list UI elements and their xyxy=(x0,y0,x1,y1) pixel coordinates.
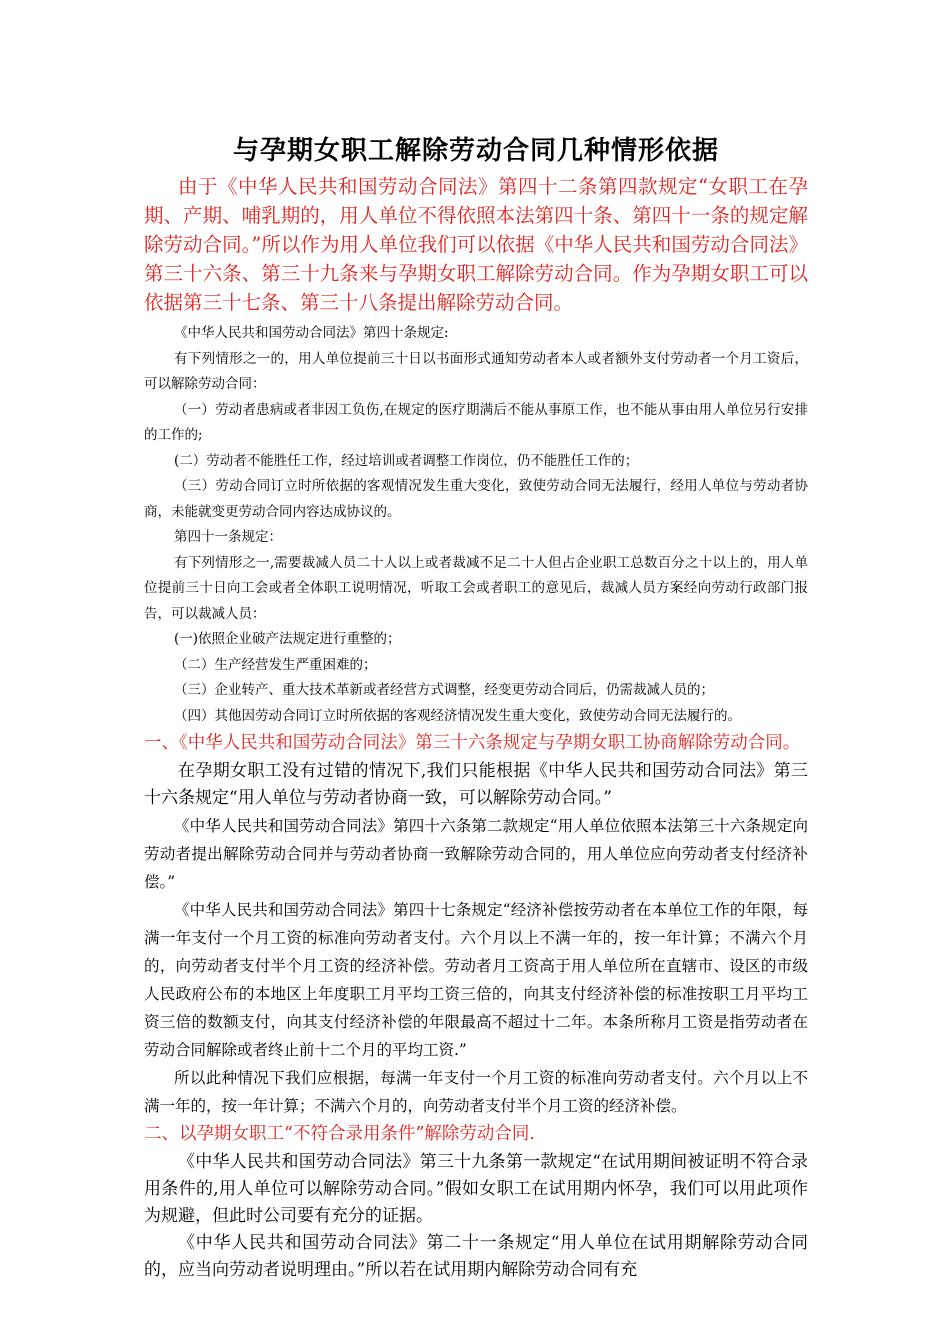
section2-paragraph-1: 《中华人民共和国劳动合同法》第三十九条第一款规定“在试用期间被证明不符合录用条件的,用人单位可以解除劳动合同。”假如女职工在试用期内怀孕，我们可以用此项作为规避，但此时公司要有充分的证据。 xyxy=(144,1152,808,1226)
section1-paragraph-2: 《中华人民共和国劳动合同法》第四十六条第二款规定“用人单位依照本法第三十六条规定向劳动者提出解除劳动合同并与劳动者协商一致解除劳动合同的，用人单位应向劳动者支付经济补偿。” xyxy=(144,817,808,891)
article41-item-2: （二）生产经营发生严重困难的； xyxy=(174,656,377,673)
article41-lead: 有下列情形之一,需要裁减人员二十人以上或者裁减不足二十人但占企业职工总数百分之十以上的，用人单位提前三十日向工会或者全体职工说明情况，听取工会或者职工的意见后，裁减人员方案经向劳动行政部门报告，可以裁减人员： xyxy=(144,554,808,622)
section2-paragraph-2: 《中华人民共和国劳动合同法》第二十一条规定“用人单位在试用期解除劳动合同的，应当向劳动者说明理由。”所以若在试用期内解除劳动合同有充 xyxy=(144,1233,808,1280)
article40-lead: 有下列情形之一的，用人单位提前三十日以书面形式通知劳动者本人或者额外支付劳动者一个月工资后，可以解除劳动合同： xyxy=(144,350,808,392)
section1-paragraph-1: 在孕期女职工没有过错的情况下,我们只能根据《中华人民共和国劳动合同法》第三十六条规定“用人单位与劳动者协商一致，可以解除劳动合同。” xyxy=(144,761,808,808)
document-page xyxy=(144,132,808,1284)
article40-item-3: （三）劳动合同订立时所依据的客观情况发生重大变化，致使劳动合同无法履行，经用人单位与劳动者协商，未能就变更劳动合同内容达成协议的。 xyxy=(144,478,808,520)
section2-heading: 二、以孕期女职工“不符合录用条件”解除劳动合同. xyxy=(144,1124,535,1144)
article41-item-1: (一)依照企业破产法规定进行重整的； xyxy=(174,631,401,647)
article41-heading: 第四十一条规定： xyxy=(174,529,282,545)
article40-item-2: (二）劳动者不能胜任工作，经过培训或者调整工作岗位，仍不能胜任工作的； xyxy=(174,452,639,469)
section1-paragraph-4: 所以此种情况下我们应根据，每满一年支付一个月工资的标准向劳动者支付。六个月以上不满一年的，按一年计算；不满六个月的，向劳动者支付半个月工资的经济补偿。 xyxy=(144,1069,808,1115)
article40-heading: 《中华人民共和国劳动合同法》第四十条规定: xyxy=(174,325,449,341)
section1-paragraph-3: 《中华人民共和国劳动合同法》第四十七条规定“经济补偿按劳动者在本单位工作的年限，每满一年支付一个月工资的标准向劳动者支付。六个月以上不满一年的，按一年计算；不满六个月的，向劳动者支付半个月工资的经济补偿。劳动者月工资高于用人单位所在直辖市、设区的市级人民政府公布的本地区上年度职工月平均工资三倍的，向其支付经济补偿的标准按职工月平均工资三倍的数额支付，向其支付经济补偿的年限最高不超过十二年。本条所称月工资是指劳动者在劳动合同解除或者终止前十二个月的平均工资.” xyxy=(144,901,808,1059)
section1-heading: 一、《中华人民共和国劳动合同法》第三十六条规定与孕期女职工协商解除劳动合同。 xyxy=(144,733,801,753)
article40-item-1: （一）劳动者患病或者非因工负伤,在规定的医疗期满后不能从事原工作，也不能从事由用人单位另行安排的工作的; xyxy=(144,401,808,443)
article41-item-3: （三）企业转产、重大技术革新或者经营方式调整，经变更劳动合同后，仍需裁减人员的； xyxy=(174,682,714,698)
intro-paragraph: 由于《中华人民共和国劳动合同法》第四十二条第四款规定“女职工在孕期、产期、哺乳期的，用人单位不得依照本法第四十条、第四十一条的规定解除劳动合同。”所以作为用人单位我们可以依据《中华人民共和国劳动合同法》第三十六条、第三十九条来与孕期女职工解除劳动合同。作为孕期女职工可以依据第三十七条、第三十八条提出解除劳动合同。 xyxy=(144,175,808,314)
article41-item-4: （四）其他因劳动合同订立时所依据的客观经济情况发生重大变化，致使劳动合同无法履行的。 xyxy=(174,707,741,724)
document-title: 与孕期女职工解除劳动合同几种情形依据 xyxy=(232,136,719,166)
